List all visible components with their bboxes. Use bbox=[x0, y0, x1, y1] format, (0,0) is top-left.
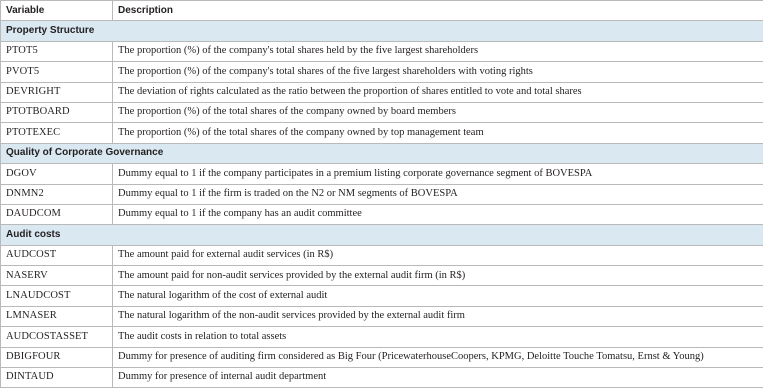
table-row bbox=[1, 82, 763, 102]
table-row bbox=[1, 245, 763, 265]
variable-cell: DNMN2 bbox=[1, 184, 113, 204]
header-description: Description bbox=[113, 1, 763, 21]
table-row bbox=[1, 41, 763, 61]
description-cell: The amount paid for non-audit services provided by the external audit firm (in R$) bbox=[113, 266, 763, 286]
table-row bbox=[1, 204, 763, 224]
table-row bbox=[1, 123, 763, 143]
table-row bbox=[1, 347, 763, 367]
table-row bbox=[1, 286, 763, 306]
description-cell: The amount paid for external audit services (in R$) bbox=[113, 245, 763, 265]
variable-cell: DBIGFOUR bbox=[1, 347, 113, 367]
table-header-row bbox=[1, 1, 763, 21]
variable-cell: DEVRIGHT bbox=[1, 82, 113, 102]
table-row bbox=[1, 102, 763, 122]
table-row bbox=[1, 266, 763, 286]
variable-cell: PVOT5 bbox=[1, 62, 113, 82]
table-row bbox=[1, 184, 763, 204]
description-cell: Dummy equal to 1 if the company participates in a premium listing corporate governance segment of BOVESPA bbox=[113, 164, 763, 184]
table-body bbox=[1, 21, 763, 388]
section-title: Property Structure bbox=[1, 21, 763, 41]
description-cell: The deviation of rights calculated as the ratio between the proportion of shares entitled to vote and total shares bbox=[113, 82, 763, 102]
variable-cell: PTOTBOARD bbox=[1, 102, 113, 122]
description-cell: The natural logarithm of the non-audit services provided by the external audit firm bbox=[113, 306, 763, 326]
description-cell: The proportion (%) of the total shares of the company owned by top management team bbox=[113, 123, 763, 143]
description-cell: Dummy for presence of auditing firm considered as Big Four (PricewaterhouseCoopers, KPMG, Deloitte Touche Tomatsu, Ernst & Young) bbox=[113, 347, 763, 367]
description-cell: The proportion (%) of the company's total shares of the five largest shareholders with voting rights bbox=[113, 62, 763, 82]
description-cell: The audit costs in relation to total assets bbox=[113, 327, 763, 347]
section-row bbox=[1, 225, 763, 245]
description-cell: The natural logarithm of the cost of external audit bbox=[113, 286, 763, 306]
variable-cell: AUDCOST bbox=[1, 245, 113, 265]
variable-cell: DGOV bbox=[1, 164, 113, 184]
variable-cell: NASERV bbox=[1, 266, 113, 286]
description-cell: The proportion (%) of the company's total shares held by the five largest shareholders bbox=[113, 41, 763, 61]
table-row bbox=[1, 164, 763, 184]
table-row bbox=[1, 306, 763, 326]
description-cell: Dummy equal to 1 if the firm is traded on the N2 or NM segments of BOVESPA bbox=[113, 184, 763, 204]
table-row bbox=[1, 327, 763, 347]
section-title: Quality of Corporate Governance bbox=[1, 143, 763, 163]
variable-cell: LMNASER bbox=[1, 306, 113, 326]
description-cell: The proportion (%) of the total shares of the company owned by board members bbox=[113, 102, 763, 122]
section-row bbox=[1, 21, 763, 41]
description-cell: Dummy for presence of internal audit department bbox=[113, 368, 763, 388]
section-row bbox=[1, 143, 763, 163]
variable-cell: PTOTEXEC bbox=[1, 123, 113, 143]
variable-cell: PTOT5 bbox=[1, 41, 113, 61]
table-row bbox=[1, 62, 763, 82]
variable-cell: LNAUDCOST bbox=[1, 286, 113, 306]
description-cell: Dummy equal to 1 if the company has an audit committee bbox=[113, 204, 763, 224]
variable-cell: DAUDCOM bbox=[1, 204, 113, 224]
section-title: Audit costs bbox=[1, 225, 763, 245]
header-variable: Variable bbox=[1, 1, 113, 21]
variable-cell: AUDCOSTASSET bbox=[1, 327, 113, 347]
variable-cell: DINTAUD bbox=[1, 368, 113, 388]
table-row bbox=[1, 368, 763, 388]
